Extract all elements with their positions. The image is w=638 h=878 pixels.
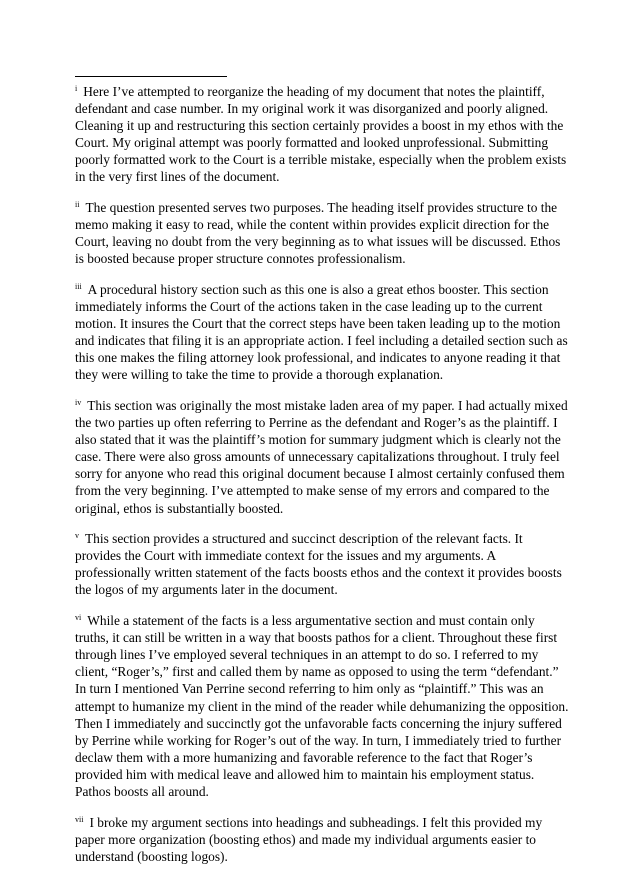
endnote-text: This section was originally the most mistake laden area of my paper. I had actually mixed the two parties up often referring to Perrine as the defendant and Roger’s as the plaintiff. I also stated that it was the plaintiff’s motion for summary judgment which is clearly not the case. There were also gross amounts of unnecessary capitalizations throughout. I truly feel sorry for anyone who read this original document because I almost certainly confused them from the very beginning. I’ve attempted to make sense of my errors and compared to the original, ethos is substantially boosted. [75, 398, 568, 516]
endnote-iv [75, 397, 570, 517]
endnote-text: While a statement of the facts is a less argumentative section and must contain only truths, it can still be written in a way that boosts pathos for a client. Throughout these first through lines I’ve employed several techniques in an attempt to do so. I referred to my client, “Roger’s,” first and called them by name as opposed to using the term “defendant.” In turn I mentioned Van Perrine second referring to him only as “plaintiff.” This was an attempt to humanize my client in the mind of the reader while dehumanizing the opposition. Then I immediately and succinctly got the unfavorable facts concerning the injury suffered by Perrine while working for Roger’s out of the way. In turn, I immediately tried to further declaw them with a more humanizing and favorable reference to the fact that Roger’s provided him with medical leave and allowed him to maintain his employment status. Pathos boosts all around. [75, 613, 569, 799]
endnote-marker: iii [75, 281, 82, 291]
endnote-text: The question presented serves two purposes. The heading itself provides structure to the memo making it easy to read, while the content within provides explicit direction for the Court, leaving no doubt from the very beginning as to what issues will be discussed. Ethos is boosted because proper structure connotes professionalism. [75, 200, 561, 267]
endnote-marker: vi [75, 613, 82, 623]
endnote-marker: iv [75, 398, 82, 407]
endnotes-page [75, 76, 570, 878]
endnote-vi [75, 612, 570, 800]
endnote-text: Here I’ve attempted to reorganize the heading of my document that notes the plaintiff, defendant and case number. In my original work it was disorganized and poorly aligned. Cleaning it up and restructuring this section certainly provides a boost in my ethos with the Court. My original attempt was poorly formatted and looked unprofessional. Submitting poorly formatted work to the Court is a terrible mistake, especially when the problem exists in the very first lines of the document. [75, 84, 567, 185]
endnote-separator-rule [75, 76, 227, 77]
endnote-iii [75, 281, 570, 384]
endnote-vii [75, 814, 570, 865]
endnote-text: This section provides a structured and succinct description of the relevant facts. It provides the Court with immediate context for the issues and my arguments. A professionally written statement of the facts boosts ethos and the context it provides boosts the logos of my arguments later in the document. [75, 531, 562, 598]
endnote-v [75, 530, 570, 598]
endnote-marker: vii [75, 814, 84, 824]
endnote-marker: ii [75, 200, 80, 210]
endnote-marker: v [75, 531, 79, 541]
endnote-i [75, 83, 570, 186]
endnote-text: A procedural history section such as this one is also a great ethos booster. This section immediately informs the Court of the actions taken in the case leading up to the current motion. It insures the Court that the correct steps have been taken leading up to the motion and indicates that filing it is an appropriate action. I feel including a detailed section such as this one makes the filing attorney look professional, and indicates to anyone reading it that they were willing to take the time to provide a thorough explanation. [75, 281, 568, 383]
endnote-text: I broke my argument sections into headings and subheadings. I felt this provided my paper more organization (boosting ethos) and made my individual arguments easier to understand (boosting logos). [75, 814, 543, 864]
endnote-ii [75, 199, 570, 267]
endnote-marker: i [75, 84, 78, 93]
